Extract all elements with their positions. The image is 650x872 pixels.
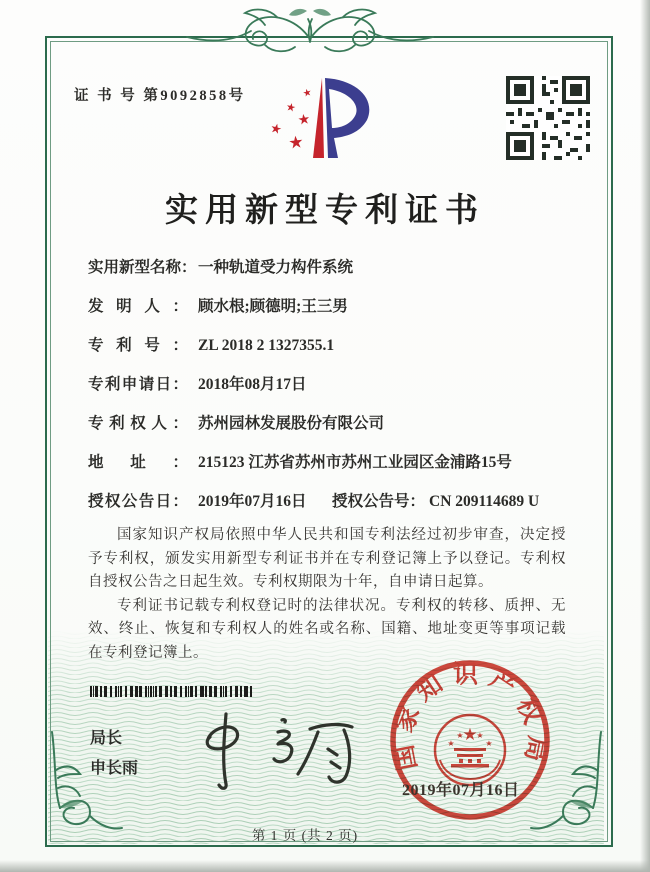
legal-paragraph-2: 专利证书记载专利权登记时的法律状况。专利权的转移、质押、无效、终止、恢复和专利权人的姓名或名称、国籍、地址变更等事项记载在专利登记簿上。 — [88, 597, 566, 661]
field-label: 授权公告号： — [332, 493, 426, 510]
field-value: 2019年07月16日 — [198, 493, 307, 510]
scan-edge-shadow — [640, 0, 650, 872]
field-value: CN 209114689 U — [429, 493, 540, 510]
field-value: 2018年08月17日 — [198, 376, 307, 393]
svg-text:★: ★ — [287, 132, 305, 154]
field-value: ZL 2018 2 1327355.1 — [198, 337, 335, 354]
field-label: 专利权人： — [88, 415, 188, 432]
handwritten-signature-icon — [192, 704, 370, 794]
field-row-patent-number — [88, 334, 595, 358]
field-value: 215123 江苏省苏州市苏州工业园区金浦路15号 — [198, 454, 512, 471]
cnipa-patent-logo-icon — [262, 76, 392, 160]
field-row-patentee — [88, 412, 595, 436]
page-number: 第 1 页 (共 2 页) — [251, 828, 359, 843]
official-red-seal-icon — [382, 652, 558, 828]
legal-paragraph-1: 国家知识产权局依照中华人民共和国专利法经过初步审查，决定授予专利权，颁发实用新型专利证书并在专利登记簿上予以登记。专利权自授权公告之日起生效。专利权期限为十年，自申请日起算。 — [88, 527, 566, 590]
field-row-utility-model-name — [88, 256, 595, 280]
svg-text:★: ★ — [301, 87, 314, 100]
barcode — [90, 686, 252, 697]
seal-date: 2019年07月16日 — [402, 782, 520, 799]
svg-text:★: ★ — [462, 725, 478, 745]
seal-agency-text: 国家知识产权局 — [389, 661, 551, 773]
grant-publication-number — [332, 490, 539, 514]
svg-text:★: ★ — [447, 739, 455, 748]
svg-text:★: ★ — [476, 731, 484, 740]
field-label: 授权公告日： — [88, 493, 188, 510]
svg-text:★: ★ — [456, 731, 464, 740]
signer-name: 申长雨 — [90, 760, 139, 777]
svg-text:★: ★ — [296, 111, 312, 129]
field-label: 专利号： — [88, 337, 188, 354]
field-value: 苏州园林发展股份有限公司 — [198, 415, 385, 432]
svg-text:★: ★ — [268, 120, 284, 139]
national-emblem-icon — [435, 715, 505, 785]
field-value: 顾水根;顾德明;王三男 — [198, 298, 348, 315]
certificate-title: 实用新型专利证书 — [165, 193, 485, 229]
field-label: 发明人： — [88, 298, 188, 315]
field-row-filing-date — [88, 373, 595, 397]
signer-block — [90, 724, 138, 784]
field-row-grant-date-and-number — [88, 490, 595, 514]
svg-text:★: ★ — [485, 739, 493, 748]
field-label: 专利申请日： — [88, 376, 188, 393]
field-label: 实用新型名称： — [88, 259, 197, 276]
field-label: 地址： — [88, 454, 188, 471]
signer-role: 局长 — [90, 730, 123, 747]
scan-edge-shadow — [0, 860, 650, 872]
certificate-number: 证 书 号 第9092858号 — [74, 88, 246, 104]
qr-code-icon — [506, 76, 590, 160]
field-row-inventors — [88, 295, 595, 319]
field-row-address — [88, 451, 595, 475]
certificate-fields — [88, 256, 595, 529]
legal-text — [88, 524, 566, 665]
field-value: 一种轨道受力构件系统 — [198, 259, 354, 276]
top-flourish-ornament-icon — [185, 6, 435, 56]
svg-text:★: ★ — [284, 100, 298, 115]
